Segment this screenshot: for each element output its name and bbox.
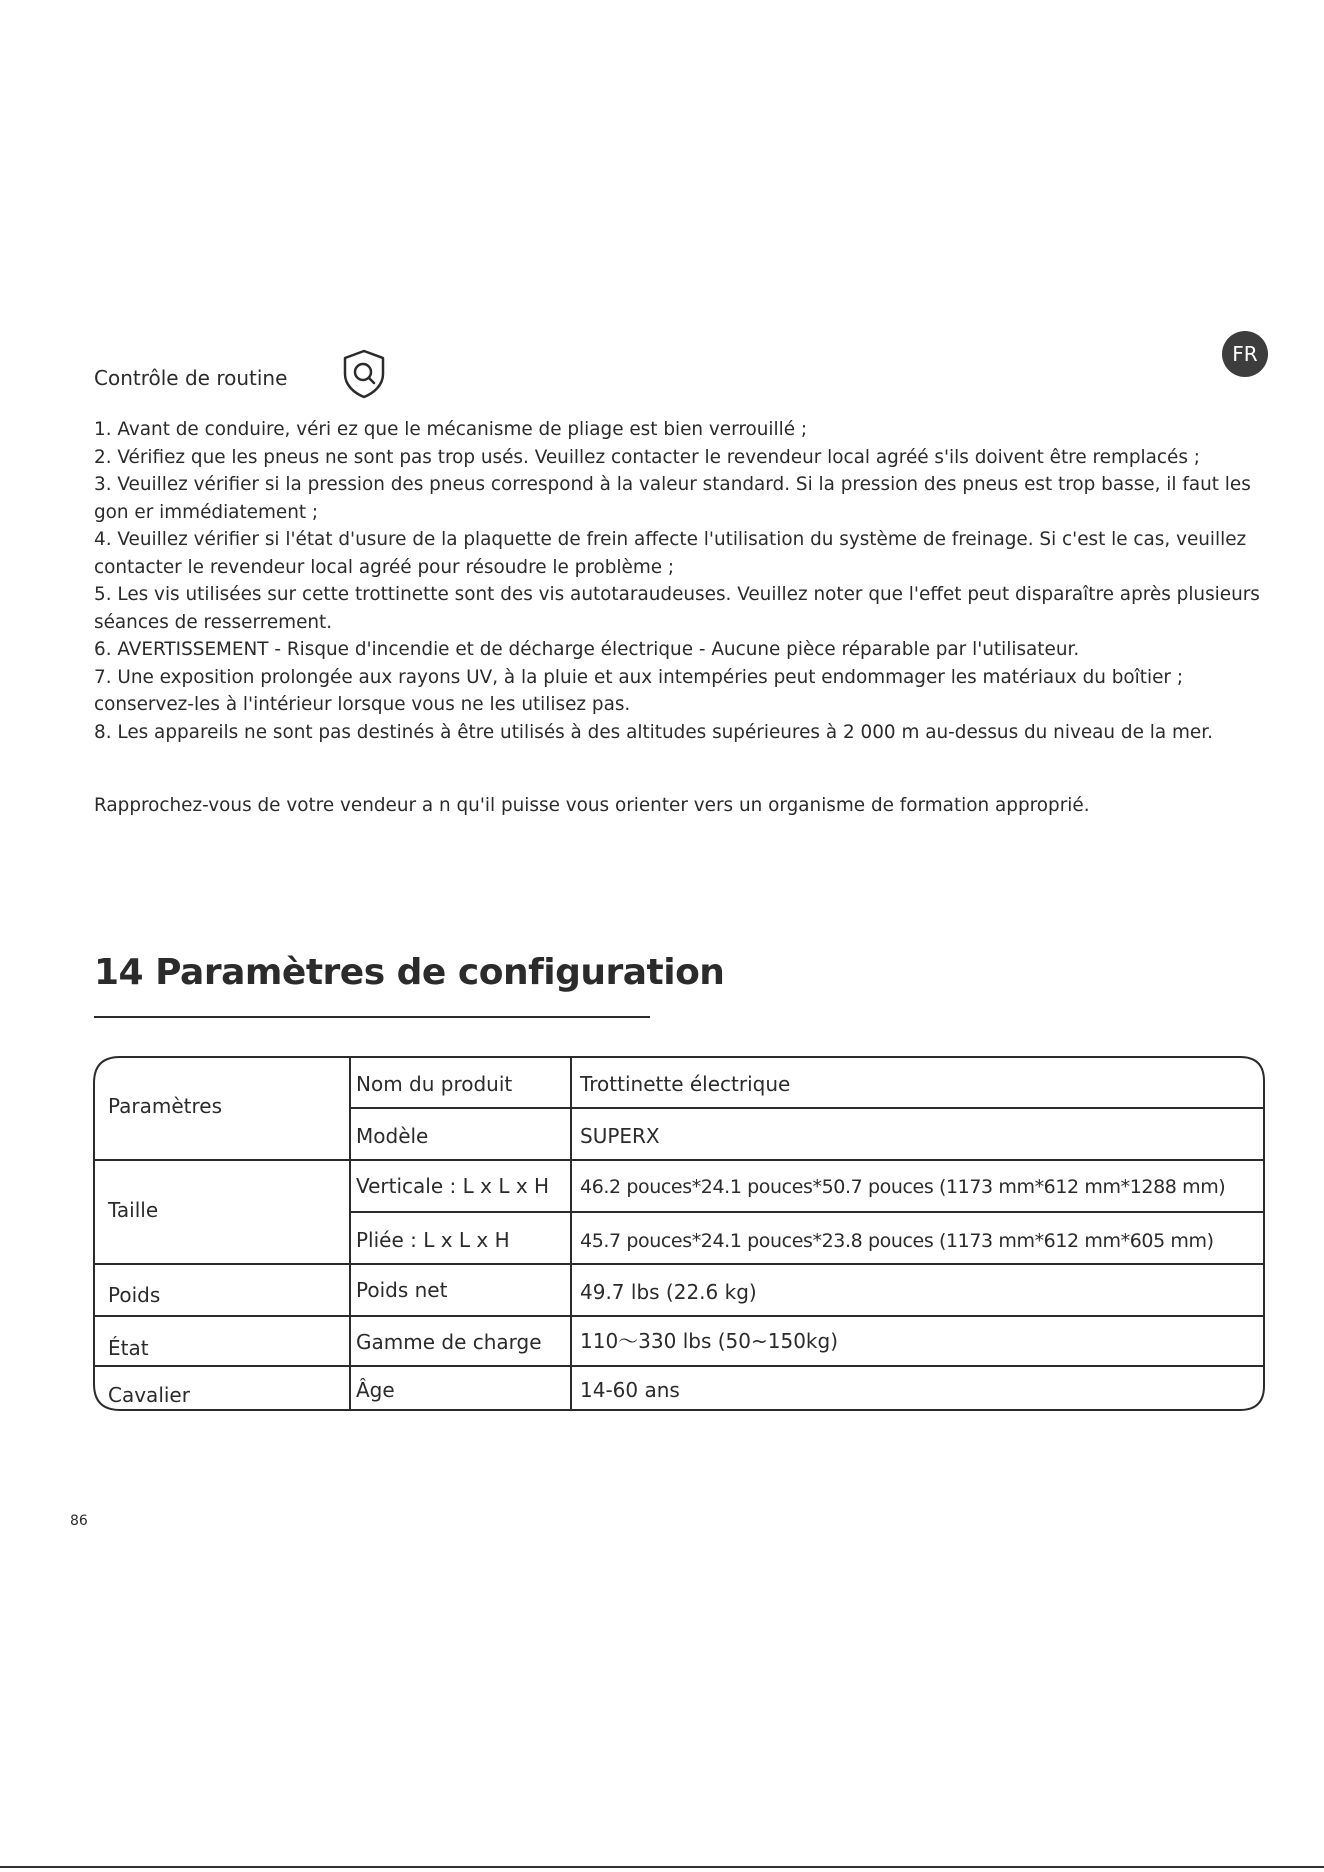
row-value: SUPERX <box>580 1124 660 1148</box>
row-label: Âge <box>356 1378 395 1402</box>
row-label: Verticale : L x L x H <box>356 1174 550 1198</box>
row-label: Poids net <box>356 1278 448 1302</box>
training-note: Rapprochez-vous de votre vendeur a n qu'il puisse vous orienter vers un organisme de formation approprié. <box>94 795 1090 816</box>
row-value: 14-60 ans <box>580 1378 680 1402</box>
group-label: Poids <box>108 1283 161 1307</box>
row-value: 110～330 lbs (50~150kg) <box>580 1329 838 1353</box>
group-label: Paramètres <box>108 1094 223 1118</box>
bottom-divider <box>0 1866 1324 1868</box>
list-item: 7. Une exposition prolongée aux rayons UV, à la pluie et aux intempéries peut endommager les matériaux du boîtier ; conservez-les à l'intérieur lorsque vous ne les utilisez pas. <box>94 666 1184 715</box>
list-item: 6. AVERTISSEMENT - Risque d'incendie et de décharge électrique - Aucune pièce réparable par l'utilisateur. <box>94 639 1080 660</box>
group-label: Cavalier <box>108 1383 190 1407</box>
group-label: État <box>108 1336 149 1360</box>
row-value: 45.7 pouces*24.1 pouces*23.8 pouces (1173 mm*612 mm*605 mm) <box>580 1230 1214 1252</box>
page-number: 86 <box>70 1513 88 1529</box>
row-label: Gamme de charge <box>356 1330 542 1354</box>
row-value: Trottinette électrique <box>580 1072 791 1096</box>
group-label: Taille <box>108 1198 159 1222</box>
list-item: 3. Veuillez vérifier si la pression des pneus correspond à la valeur standard. Si la pression des pneus est trop basse, il faut les gon er immédiatement ; <box>94 474 1251 523</box>
list-item: 5. Les vis utilisées sur cette trottinette sont des vis autotaraudeuses. Veuillez noter que l'effet peut disparaître après plusieurs séances de resserrement. <box>94 584 1260 633</box>
row-value: 49.7 lbs (22.6 kg) <box>580 1280 757 1304</box>
language-badge: FR <box>1222 331 1268 377</box>
row-label: Modèle <box>356 1124 429 1148</box>
routine-check-heading: Contrôle de routine <box>94 366 288 390</box>
list-item: 4. Veuillez vérifier si l'état d'usure de la plaquette de frein affecte l'utilisation du système de freinage. Si c'est le cas, veuillez contacter le revendeur local agréé pour résoudre le problème ; <box>94 529 1247 578</box>
section-title: 14 Paramètres de configuration <box>94 952 725 993</box>
list-item: 1. Avant de conduire, véri ez que le mécanisme de pliage est bien verrouillé ; <box>94 419 808 440</box>
row-value: 46.2 pouces*24.1 pouces*50.7 pouces (1173 mm*612 mm*1288 mm) <box>580 1176 1226 1198</box>
row-label: Nom du produit <box>356 1072 513 1096</box>
list-item: 8. Les appareils ne sont pas destinés à être utilisés à des altitudes supérieures à 2 000 m au-dessus du niveau de la mer. <box>94 721 1213 743</box>
list-item: 2. Vérifiez que les pneus ne sont pas trop usés. Veuillez contacter le revendeur local agréé s'ils doivent être remplacés ; <box>94 446 1200 468</box>
row-label: Pliée : L x L x H <box>356 1228 510 1252</box>
